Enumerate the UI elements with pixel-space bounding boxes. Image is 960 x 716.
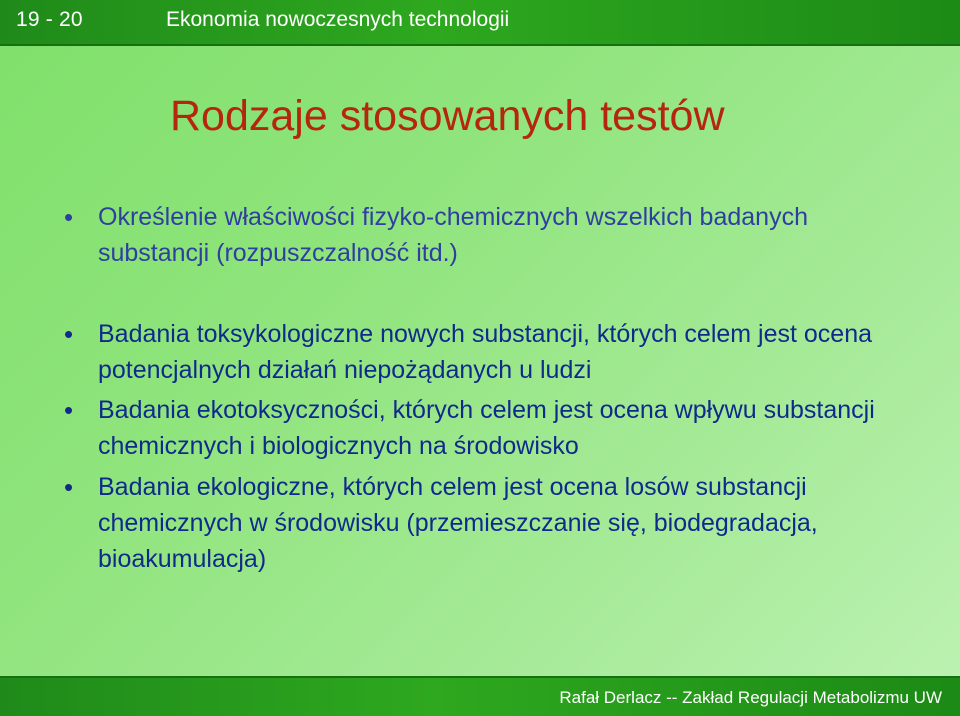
- page-range: 19 - 20: [16, 8, 83, 31]
- bullet-marker: •: [64, 472, 74, 502]
- bullet-marker: •: [64, 202, 74, 232]
- bullet-marker: •: [64, 319, 74, 349]
- course-title: Ekonomia nowoczesnych technologii: [166, 8, 510, 31]
- footer-author: Rafał Derlacz -- Zakład Regulacji Metabolizmu UW: [559, 688, 942, 707]
- bullet-text: Badania ekotoksyczności, których celem jest ocena wpływu substancji chemicznych i biologicznych na środowisko: [98, 396, 875, 460]
- bullet-text: Określenie właściwości fizyko-chemicznych wszelkich badanych substancji (rozpuszczalność itd.): [98, 203, 808, 267]
- bullet-text: Badania toksykologiczne nowych substancji, których celem jest ocena potencjalnych działań niepożądanych u ludzi: [98, 320, 873, 384]
- bullet-marker: •: [64, 395, 74, 425]
- header-bar: [0, 0, 960, 46]
- footer-bar: [0, 676, 960, 716]
- slide-title: Rodzaje stosowanych testów: [170, 92, 725, 140]
- bullet-text: Badania ekologiczne, których celem jest ocena losów substancji chemicznych w środowisku (przemieszczanie się, biodegradacja, bioakumulacja): [98, 473, 818, 573]
